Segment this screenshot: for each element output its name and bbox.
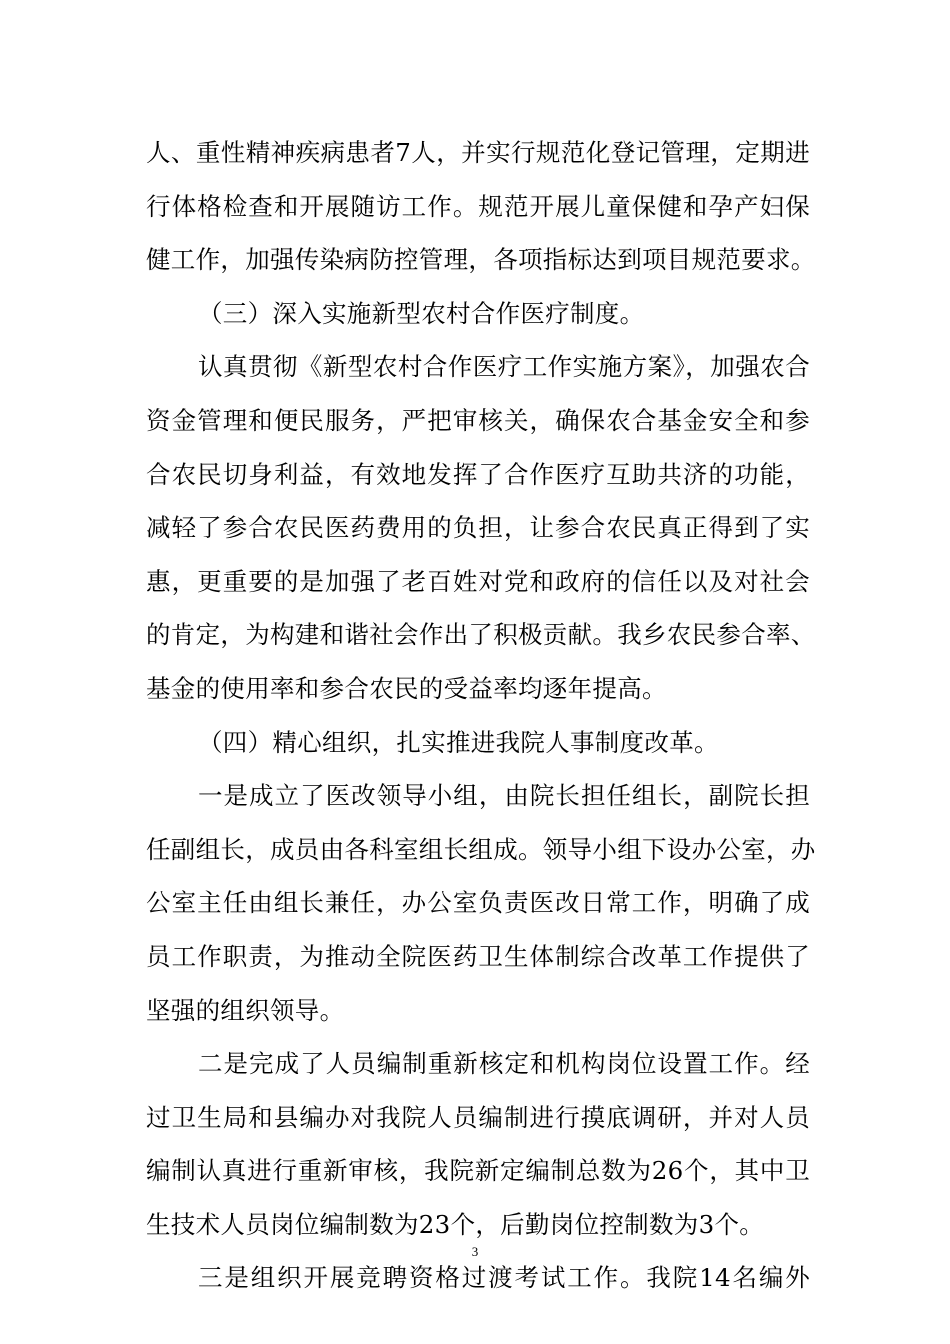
text-line: 资金管理和便民服务，严把审核关，确保农合基金安全和参	[146, 405, 810, 435]
text-line: （三）深入实施新型农村合作医疗制度。	[198, 298, 645, 328]
text-line: 健工作，加强传染病防控管理，各项指标达到项目规范要求。	[146, 245, 816, 275]
text-line: 惠，更重要的是加强了老百姓对党和政府的信任以及对社会	[146, 566, 810, 596]
text-line: 三是组织开展竞聘资格过渡考试工作。我院14名编外	[198, 1263, 810, 1293]
text-line: 行体格检查和开展随访工作。规范开展儿童保健和孕产妇保	[146, 191, 810, 221]
text-line: 认真贯彻《新型农村合作医疗工作实施方案》，加强农合	[198, 352, 810, 382]
text-line: 过卫生局和县编办对我院人员编制进行摸底调研，并对人员	[146, 1102, 810, 1132]
text-line: （四）精心组织，扎实推进我院人事制度改革。	[198, 727, 719, 757]
body-text	[146, 126, 816, 1305]
text-line: 减轻了参合农民医药费用的负担，让参合农民真正得到了实	[146, 513, 810, 543]
page-number: 3	[471, 1244, 479, 1259]
text-line: 合农民切身利益，有效地发挥了合作医疗互助共济的功能，	[146, 459, 810, 489]
text-line: 任副组长，成员由各科室组长组成。领导小组下设办公室，办	[146, 834, 816, 864]
text-line: 公室主任由组长兼任，办公室负责医改日常工作，明确了成	[146, 888, 810, 918]
text-line: 坚强的组织领导。	[146, 995, 345, 1025]
text-line: 编制认真进行重新审核，我院新定编制总数为26个，其中卫	[146, 1156, 810, 1186]
text-line: 生技术人员岗位编制数为23个，后勤岗位控制数为3个。	[146, 1209, 765, 1239]
text-line: 员工作职责，为推动全院医药卫生体制综合改革工作提供了	[146, 941, 810, 971]
text-line: 一是成立了医改领导小组，由院长担任组长，副院长担	[198, 781, 810, 811]
text-line: 人、重性精神疾病患者7人，并实行规范化登记管理，定期进	[146, 138, 810, 167]
text-line: 的肯定，为构建和谐社会作出了积极贡献。我乡农民参合率、	[146, 620, 816, 650]
text-line: 基金的使用率和参合农民的受益率均逐年提高。	[146, 673, 667, 703]
text-line: 二是完成了人员编制重新核定和机构岗位设置工作。经	[198, 1049, 810, 1079]
